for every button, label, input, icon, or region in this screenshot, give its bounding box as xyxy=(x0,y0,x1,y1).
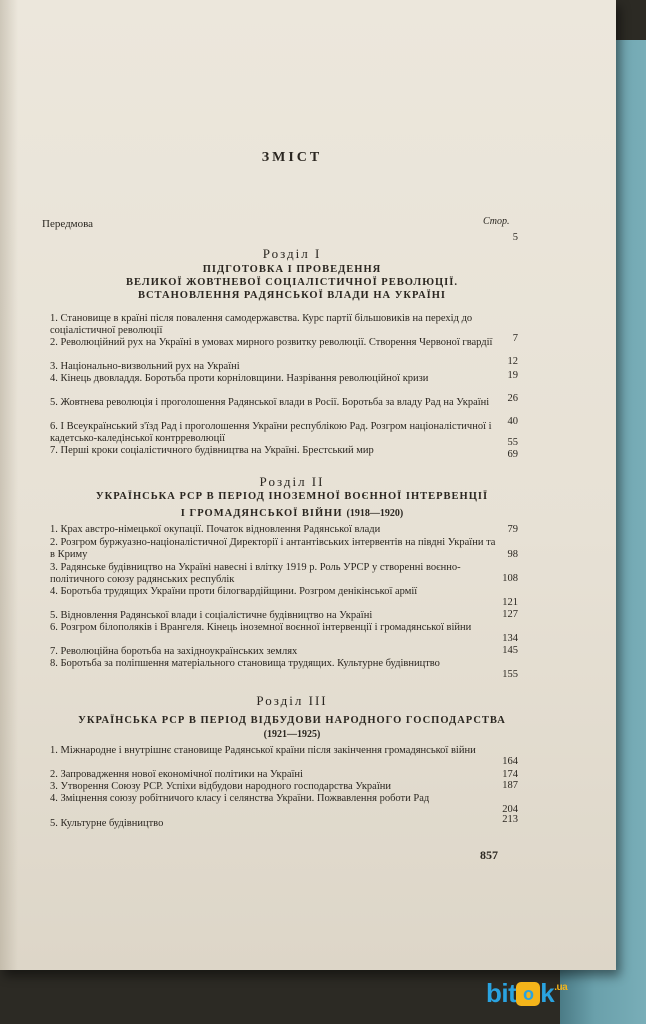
toc-entry: 3. Радянське будівництво на Україні навесні і влітку 1919 р. Роль УРСР у створенні воєнно-політичного союзу радянських республік xyxy=(50,562,461,585)
toc-page: 164 xyxy=(502,756,518,767)
toc-page: 19 xyxy=(507,370,518,381)
section-2-number: Розділ II xyxy=(259,474,325,489)
toc-entry: 5. Культурне будівництво xyxy=(50,818,164,829)
page-title: ЗМІСТ xyxy=(261,150,323,165)
section-3-number: Розділ III xyxy=(256,693,328,708)
section-1-title-line-1: ПІДГОТОВКА І ПРОВЕДЕННЯ xyxy=(202,264,382,275)
toc-page: 7 xyxy=(512,333,518,344)
page-column-label: Стор. xyxy=(483,216,510,227)
site-watermark-logo: bit o $k^{.ua}$ xyxy=(486,978,568,1008)
section-3-years: (1921—1925) xyxy=(263,729,321,740)
toc-page: 134 xyxy=(502,633,518,644)
toc-page: 55 xyxy=(507,437,518,448)
section-2-subtitle xyxy=(42,503,542,521)
toc-page: 12 xyxy=(507,356,518,367)
toc-page: 174 xyxy=(502,769,518,780)
toc-entry: 7. Перші кроки соціалістичного будівництва на Україні. Брестський мир xyxy=(50,445,374,456)
toc-page: 108 xyxy=(502,573,518,584)
section-1-title-line-3: ВСТАНОВЛЕННЯ РАДЯНСЬКОЇ ВЛАДИ НА УКРАЇНІ xyxy=(137,290,447,301)
toc-page: 69 xyxy=(507,449,518,460)
toc-page: 187 xyxy=(502,780,518,791)
toc-page: 127 xyxy=(502,609,518,620)
toc-entry: 2. Розгром буржуазно-націоналістичної Директорії і антантівських інтервентів на півдні України та в Криму xyxy=(50,537,496,560)
section-2-title-line-1: УКРАЇНСЬКА РСР В ПЕРІОД ІНОЗЕМНОЇ ВОЄННОЇ ІНТЕРВЕНЦІЇ xyxy=(95,491,489,502)
toc-entry: 1. Становище в країні після повалення самодержавства. Курс партії більшовиків на перехід до соціалістичної революції xyxy=(50,313,473,336)
toc-page: 79 xyxy=(507,524,518,535)
toc-entry: 4. Боротьба трудящих України проти білогвардійщини. Розгром денікінської армії xyxy=(50,586,418,597)
toc-entry: 6. І Всеукраїнський з'їзд Рад і проголошення України республікою Рад. Розгром націоналістичної і кадетсько-каледінської контрреволюції xyxy=(50,421,492,444)
toc-entry: 6. Розгром білополяків і Врангеля. Кінець іноземної воєнної інтервенції і громадянської війни xyxy=(50,622,472,633)
toc-entry: 2. Запровадження нової економічної політики на Україні xyxy=(50,769,303,780)
toc-entry: 2. Революційний рух на Україні в умовах мирного розвитку революції. Створення Червоної гвардії xyxy=(50,337,493,348)
toc-entry: 5. Жовтнева революція і проголошення Радянської влади в Росії. Боротьба за владу Рад на Україні xyxy=(50,397,490,408)
toc-entry: 4. Зміцнення союзу робітничого класу і селянства України. Пожвавлення роботи Рад xyxy=(50,793,430,804)
section-1-title-line-2: ВЕЛИКОЇ ЖОВТНЕВОЇ СОЦІАЛІСТИЧНОЇ РЕВОЛЮЦІЇ. xyxy=(126,277,458,288)
toc-entry: 3. Утворення Союзу РСР. Успіхи відбудови народного господарства України xyxy=(50,781,391,792)
toc-page: 98 xyxy=(507,549,518,560)
toc-entry: 1. Міжнародне і внутрішнє становище Радянської країни після закінчення громадянської війни xyxy=(50,745,476,756)
toc-page: 121 xyxy=(502,597,518,608)
section-1-number: Розділ I xyxy=(262,246,322,261)
toc-page: 145 xyxy=(502,645,518,656)
toc-entry: 5. Відновлення Радянської влади і соціалістичне будівництво на Україні xyxy=(50,610,373,621)
preface-page: 5 xyxy=(512,232,518,243)
toc-page: 26 xyxy=(507,393,518,404)
toc-page: 155 xyxy=(502,669,518,680)
toc-page: 204 xyxy=(502,804,518,815)
toc-entry: 4. Кінець двовладдя. Боротьба проти корніловщини. Назрівання революційної кризи xyxy=(50,373,429,384)
toc-entry: 3. Національно-визвольний рух на Україні xyxy=(50,361,240,372)
preface-entry: Передмова xyxy=(42,218,94,230)
section-2-title-line-2: І ГРОМАДЯНСЬКОЇ ВІЙНИ xyxy=(180,508,343,519)
toc-entry: 7. Революційна боротьба на західноукраїнських землях xyxy=(50,646,298,657)
toc-entry: 8. Боротьба за поліпшення матеріального становища трудящих. Культурне будівництво xyxy=(50,658,440,669)
toc-page: 40 xyxy=(507,416,518,427)
page-number: 857 xyxy=(480,848,498,862)
section-2-years: (1918—1920) xyxy=(346,508,404,519)
toc-entry: 1. Крах австро-німецької окупації. Початок відновлення Радянської влади xyxy=(50,524,381,535)
section-3-title-line-1: УКРАЇНСЬКА РСР В ПЕРІОД ВІДБУДОВИ НАРОДНОГО ГОСПОДАРСТВА xyxy=(78,715,506,726)
toc-page: 213 xyxy=(502,814,518,825)
